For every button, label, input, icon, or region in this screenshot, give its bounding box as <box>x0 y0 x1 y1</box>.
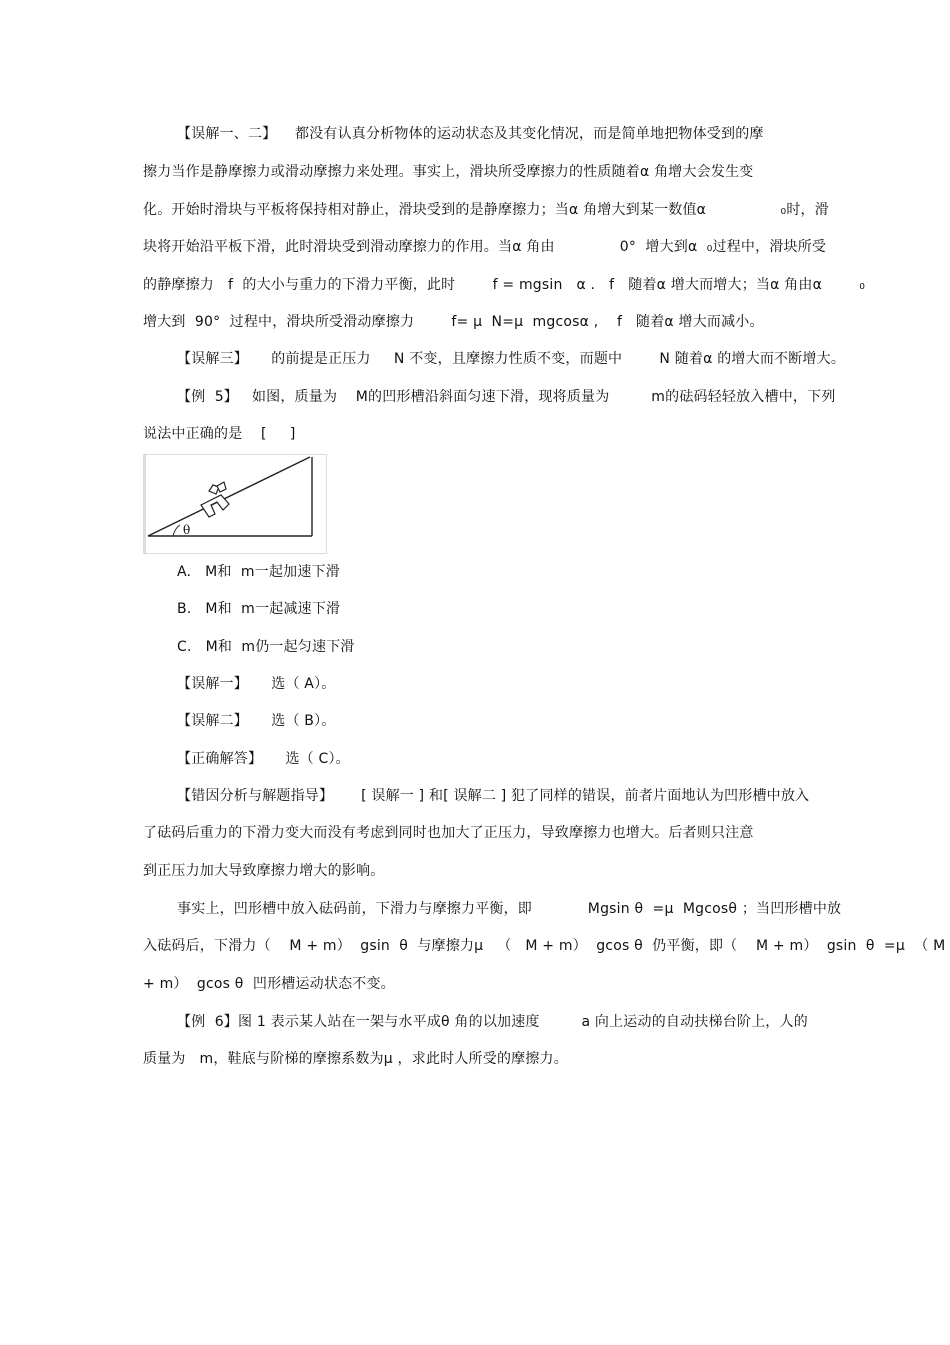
text-line-4: 块将开始沿平板下滑，此时滑块受到滑动摩擦力的作用。当α 角由 0° 增大到α ₀过程中，滑块所受 <box>143 239 827 255</box>
text-line-1: 【误解一、二】 都没有认真分析物体的运动状态及其变化情况，而是简单地把物体受到的摩 <box>177 126 764 142</box>
text-line-20: 入砝码后，下滑力（ M + m） gsin θ 与摩擦力μ （ M + m） gcos θ 仍平衡，即（ M + m） gsin θ =μ （ M <box>143 938 946 954</box>
text-line-5: 的静摩擦力 f 的大小与重力的下滑力平衡，此时 f = mgsin α . f 随着α 增大而增大；当α 角由α ₀ <box>143 277 866 293</box>
incline-line <box>148 457 310 536</box>
text-line-7: 【误解三】 的前提是正压力 N 不变，且摩擦力性质不变，而题中 N 随着α 的增大而不断增大。 <box>177 351 846 367</box>
incline-figure <box>143 454 327 554</box>
text-line-18: 到正压力加大导致摩擦力增大的影响。 <box>143 863 385 879</box>
angle-label: θ <box>183 523 191 537</box>
text-line-22: 【例 6】图 1 表示某人站在一架与水平成θ 角的以加速度 a 向上运动的自动扶梯台阶上，人的 <box>177 1014 808 1030</box>
option-c: C. M和 m仍一起匀速下滑 <box>177 639 355 655</box>
text-line-9: 说法中正确的是 [ ] <box>143 426 296 442</box>
text-line-13: 【误解一】 选（ A）。 <box>177 676 336 692</box>
text-line-14: 【误解二】 选（ B）。 <box>177 713 336 729</box>
text-line-19: 事实上，凹形槽中放入砝码前，下滑力与摩擦力平衡，即 Mgsin θ =μ Mgcosθ ；当凹形槽中放 <box>177 901 842 917</box>
text-line-21: + m） gcos θ 凹形槽运动状态不变。 <box>143 976 395 992</box>
text-line-2: 擦力当作是静摩擦力或滑动摩擦力来处理。事实上，滑块所受摩擦力的性质随着α 角增大会发生变 <box>143 164 754 180</box>
text-line-6: 增大到 90° 过程中，滑块所受滑动摩擦力 f= μ N=μ mgcosα , f 随着α 增大而减小。 <box>143 314 764 330</box>
text-line-16: 【错因分析与解题指导】 [ 误解一 ] 和[ 误解二 ] 犯了同样的错误，前者片面地认为凹形槽中放入 <box>177 788 810 804</box>
option-a: A. M和 m一起加速下滑 <box>177 564 340 580</box>
angle-arc <box>173 525 180 536</box>
text-line-23: 质量为 m，鞋底与阶梯的摩擦系数为μ ，求此时人所受的摩擦力。 <box>143 1051 568 1067</box>
text-line-8: 【例 5】 如图，质量为 M的凹形槽沿斜面匀速下滑，现将质量为 m的砝码轻轻放入槽中，下列 <box>177 389 836 405</box>
text-line-15: 【正确解答】 选（ C）。 <box>177 751 350 767</box>
option-b: B. M和 m一起减速下滑 <box>177 601 341 617</box>
text-line-3: 化。开始时滑块与平板将保持相对静止，滑块受到的是静摩擦力；当α 角增大到某一数值α ₀时，滑 <box>143 202 829 218</box>
text-line-17: 了砝码后重力的下滑力变大而没有考虑到同时也加大了正压力，导致摩擦力也增大。后者则只注意 <box>143 825 754 841</box>
groove-with-weight <box>201 482 229 517</box>
